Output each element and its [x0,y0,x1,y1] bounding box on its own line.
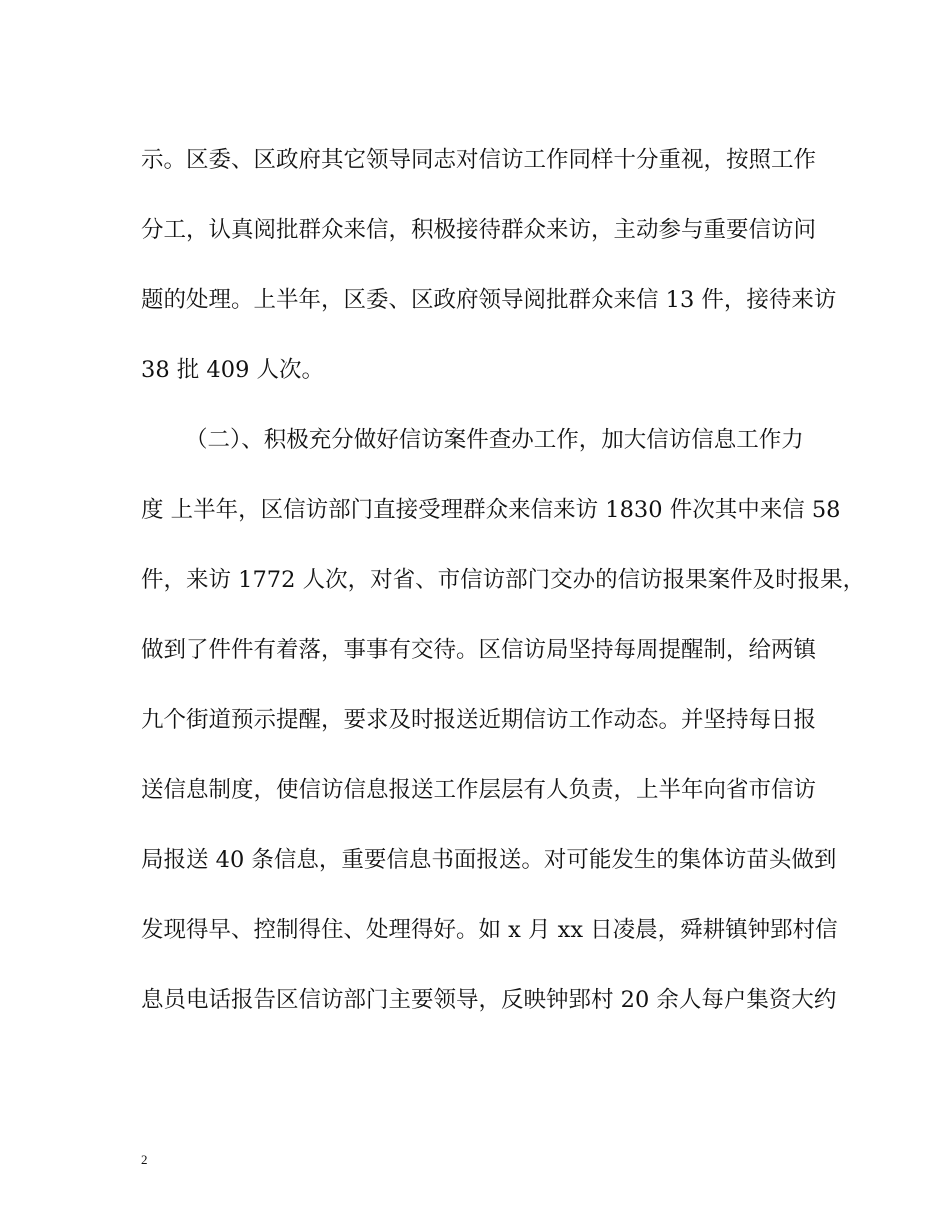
body-text-line: 做到了件件有着落，事事有交待。区信访局坚持每周提醒制，给两镇 [141,637,817,663]
body-text-line: 九个街道预示提醒，要求及时报送近期信访工作动态。并坚持每日报 [141,707,817,733]
body-text-line: 件，来访 1772 人次，对省、市信访部门交办的信访报果案件及时报果， [141,567,866,593]
body-text-line: 示。区委、区政府其它领导同志对信访工作同样十分重视，按照工作 [141,147,817,173]
body-text-line: 发现得早、控制得住、处理得好。如 x 月 xx 日凌晨，舜耕镇钟郢村信 [141,917,838,943]
body-text-line: 分工，认真阅批群众来信，积极接待群众来访，主动参与重要信访问 [141,217,817,243]
body-text-line: 送信息制度，使信访信息报送工作层层有人负责，上半年向省市信访 [141,777,817,803]
body-text-line: 息员电话报告区信访部门主要领导，反映钟郢村 20 余人每户集资大约 [141,987,837,1013]
section-heading-line: （二）、积极充分做好信访案件查办工作，加大信访信息工作力 [185,427,804,453]
body-text-line: 题的处理。上半年，区委、区政府领导阅批群众来信 13 件，接待来访 [141,287,837,313]
body-text-line: 38 批 409 人次。 [141,357,325,383]
body-text-line: 度 上半年，区信访部门直接受理群众来信来访 1830 件次其中来信 58 [141,497,841,523]
page-number: 2 [141,1152,148,1167]
body-text-line: 局报送 40 条信息，重要信息书面报送。对可能发生的集体访苗头做到 [141,847,837,873]
